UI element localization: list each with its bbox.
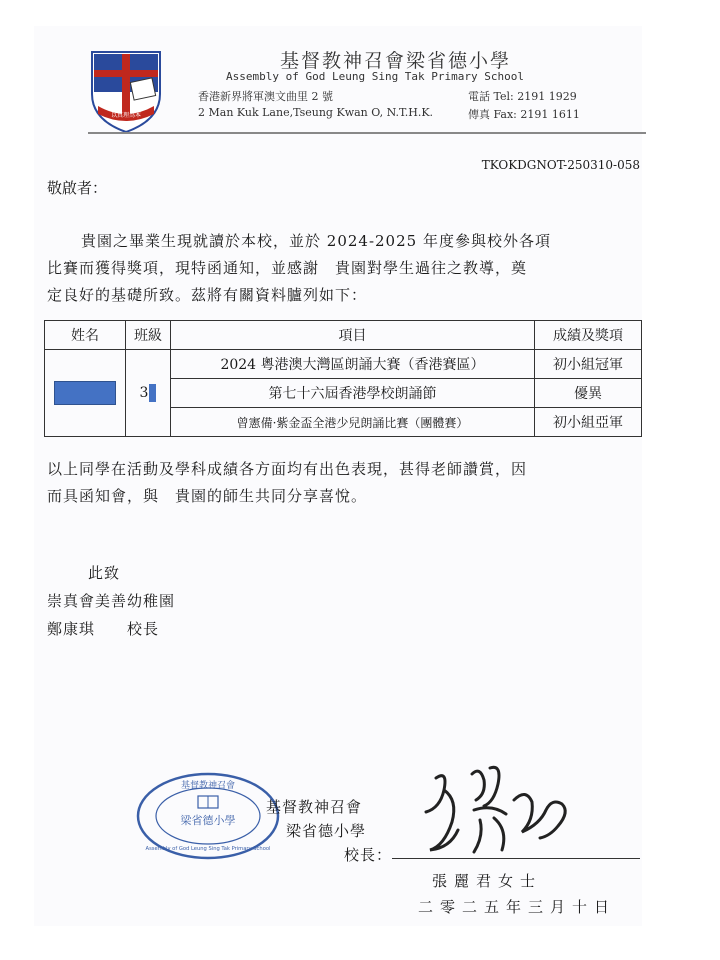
- seal-top-text: 基督教神召會: [180, 781, 236, 791]
- student-name-cell: [45, 350, 126, 437]
- para1-line1: 貴園之畢業生現就讀於本校，並於 2024-2025 年度參與校外各項: [81, 232, 551, 250]
- table-row: [45, 350, 642, 379]
- header-class: 班級: [126, 321, 171, 350]
- seal-center-text: 梁省德小學: [180, 814, 236, 827]
- item-cell: 第七十六屆香港學校朗誦節: [171, 379, 535, 408]
- redacted-class: [149, 384, 156, 402]
- awards-table: [44, 320, 642, 437]
- handwritten-signature-icon: [414, 760, 584, 870]
- para2-line2: 而具函知會，與 貴園的師生共同分享喜悅。: [47, 487, 368, 505]
- signature-org-line1: 基督教神召會: [266, 798, 363, 816]
- crest-motto: 以真理為本: [110, 112, 142, 119]
- letterhead-divider: [88, 132, 646, 134]
- signature-line: [392, 858, 640, 859]
- reference-number: TKOKDGNOT-250310-058: [481, 158, 640, 172]
- school-name-cn: 基督教神召會梁省德小學: [280, 50, 512, 72]
- student-class-cell: [126, 350, 171, 437]
- award-cell: 初小組冠軍: [535, 350, 642, 379]
- award-cell: 初小組亞軍: [535, 408, 642, 437]
- telephone: 電話 Tel: 2191 1929: [468, 90, 577, 103]
- table-header-row: [45, 321, 642, 350]
- fax: 傳真 Fax: 2191 1611: [468, 108, 580, 121]
- paragraph-2: [47, 456, 647, 510]
- signature-title: 校長：: [344, 846, 393, 864]
- signature-org-line2: 梁省德小學: [286, 822, 367, 840]
- school-name-en: Assembly of God Leung Sing Tak Primary School: [226, 70, 525, 83]
- para2-line1: 以上同學在活動及學科成績各方面均有出色表現，甚得老師讚賞，因: [47, 460, 528, 478]
- principal-name: 張麗君女士: [432, 872, 543, 890]
- address-en: 2 Man Kuk Lane,Tseung Kwan O, N.T.H.K.: [198, 106, 434, 119]
- class-prefix: 3: [139, 385, 149, 401]
- para1-line2: 比賽而獲得獎項，現特函通知，並感謝 貴園對學生過往之教導，奠: [47, 259, 528, 277]
- letter-date: 二零二五年三月十日: [418, 898, 617, 916]
- seal-ring-text: Assembly of God Leung Sing Tak Primary School: [145, 846, 271, 852]
- redacted-name: [54, 381, 116, 405]
- school-seal-icon: [134, 770, 282, 862]
- address-cn: 香港新界將軍澳文曲里 2 號: [198, 90, 333, 103]
- header-name: 姓名: [45, 321, 126, 350]
- para1-line3: 定良好的基礎所致。茲將有關資料臚列如下：: [47, 286, 368, 304]
- item-cell: 2024 粵港澳大灣區朗誦大賽（香港賽區）: [171, 350, 535, 379]
- header-item: 項目: [171, 321, 535, 350]
- school-crest-icon: [88, 48, 164, 136]
- paragraph-1: [47, 228, 647, 309]
- header-award: 成績及獎項: [535, 321, 642, 350]
- recipient-name: 鄭康琪 校長: [47, 620, 160, 638]
- recipient-org: 崇真會美善幼稚園: [47, 592, 176, 610]
- greeting: 敬啟者：: [47, 179, 108, 197]
- closing: 此致: [88, 564, 121, 582]
- item-cell: 曾憲備·紫金盃全港少兒朗誦比賽（團體賽）: [171, 408, 535, 437]
- award-cell: 優異: [535, 379, 642, 408]
